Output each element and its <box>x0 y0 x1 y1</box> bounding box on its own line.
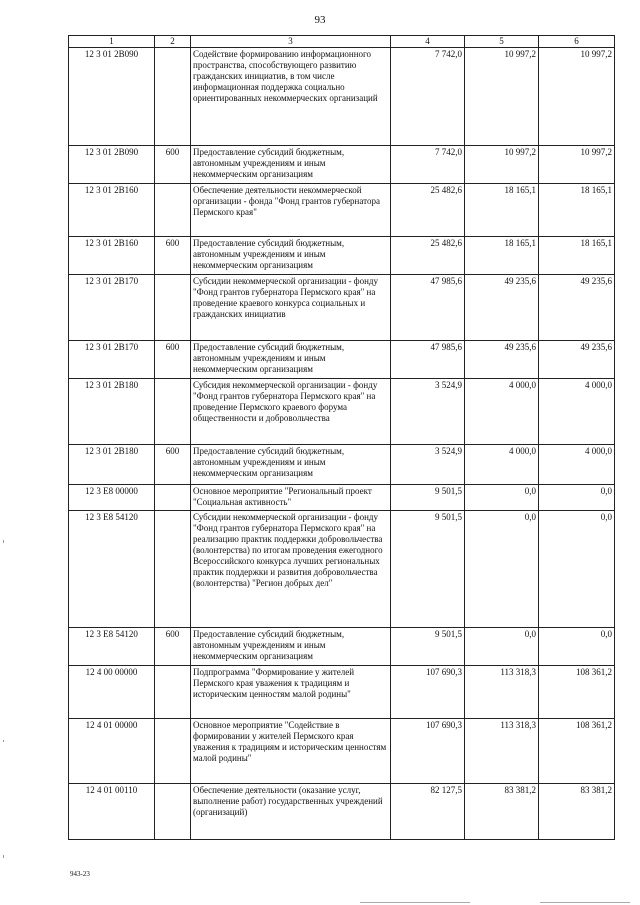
expense-type-cell <box>155 719 191 784</box>
table-row <box>69 784 615 840</box>
amount-year-2-cell: 10 997,2 <box>465 146 539 184</box>
budget-code-cell: 12 3 01 2В170 <box>69 275 155 341</box>
amount-year-3-cell: 49 235,6 <box>539 341 615 379</box>
budget-table <box>68 35 615 840</box>
item-name-cell: Субсидии некоммерческой организации - фонду "Фонд грантов губернатора Пермского края" на проведение краевого конкурса социальных и гражданских инициатив <box>191 275 391 341</box>
amount-year-2-cell: 49 235,6 <box>465 341 539 379</box>
table-row <box>69 485 615 511</box>
item-name-cell: Содействие формированию информационного пространства, способствующего развитию гражданских инициатив, в том числе информационная поддержка социально ориентированных некоммерческих организаций <box>191 48 391 146</box>
scan-edge-mark <box>540 902 630 903</box>
expense-type-cell <box>155 48 191 146</box>
scan-edge-mark <box>360 902 470 903</box>
amount-year-3-cell: 49 235,6 <box>539 275 615 341</box>
budget-code-cell: 12 3 01 2В090 <box>69 146 155 184</box>
item-name-cell: Предоставление субсидий бюджетным, автономным учреждениям и иным некоммерческим организациям <box>191 341 391 379</box>
amount-year-2-cell: 49 235,6 <box>465 275 539 341</box>
amount-year-3-cell: 83 381,2 <box>539 784 615 840</box>
amount-year-1-cell: 47 985,6 <box>391 341 465 379</box>
amount-year-1-cell: 9 501,5 <box>391 511 465 628</box>
expense-type-cell: 600 <box>155 146 191 184</box>
budget-code-cell: 12 4 01 00000 <box>69 719 155 784</box>
item-name-cell: Субсидия некоммерческой организации - фонду "Фонд грантов губернатора Пермского края" на проведение Пермского краевого форума общественности и добровольчества <box>191 379 391 445</box>
amount-year-1-cell: 3 524,9 <box>391 379 465 445</box>
amount-year-1-cell: 7 742,0 <box>391 146 465 184</box>
amount-year-1-cell: 3 524,9 <box>391 445 465 485</box>
budget-code-cell: 12 3 Е8 54120 <box>69 628 155 666</box>
table-row <box>69 666 615 719</box>
budget-code-cell: 12 3 01 2В170 <box>69 341 155 379</box>
table-row <box>69 146 615 184</box>
item-name-cell: Обеспечение деятельности некоммерческой организации - фонда "Фонд грантов губернатора Пермского края" <box>191 184 391 237</box>
amount-year-1-cell: 9 501,5 <box>391 628 465 666</box>
scan-edge-mark <box>3 740 4 742</box>
amount-year-2-cell: 83 381,2 <box>465 784 539 840</box>
amount-year-3-cell: 108 361,2 <box>539 719 615 784</box>
item-name-cell: Предоставление субсидий бюджетным, автономным учреждениям и иным некоммерческим организациям <box>191 628 391 666</box>
column-header: 4 <box>391 36 465 48</box>
amount-year-3-cell: 0,0 <box>539 511 615 628</box>
expense-type-cell: 600 <box>155 628 191 666</box>
amount-year-3-cell: 4 000,0 <box>539 379 615 445</box>
table-row <box>69 379 615 445</box>
item-name-cell: Субсидии некоммерческой организации - фонду "Фонд грантов губернатора Пермского края" на реализацию практик поддержки добровольчества (волонтерства) по итогам проведения ежегодного Всероссийского конкурса лучших региональных практик поддержки и развития добровольчества (волонтерства) "Регион добрых дел" <box>191 511 391 628</box>
amount-year-1-cell: 82 127,5 <box>391 784 465 840</box>
column-header: 1 <box>69 36 155 48</box>
amount-year-2-cell: 4 000,0 <box>465 445 539 485</box>
table-row <box>69 341 615 379</box>
amount-year-1-cell: 107 690,3 <box>391 666 465 719</box>
item-name-cell: Предоставление субсидий бюджетным, автономным учреждениям и иным некоммерческим организациям <box>191 146 391 184</box>
amount-year-2-cell: 0,0 <box>465 485 539 511</box>
amount-year-2-cell: 0,0 <box>465 628 539 666</box>
expense-type-cell: 600 <box>155 445 191 485</box>
table-row <box>69 275 615 341</box>
item-name-cell: Подпрограмма "Формирование у жителей Пермского края уважения к традициям и историческим ценностям малой родины" <box>191 666 391 719</box>
budget-code-cell: 12 4 01 00110 <box>69 784 155 840</box>
expense-type-cell: 600 <box>155 341 191 379</box>
amount-year-2-cell: 0,0 <box>465 511 539 628</box>
item-name-cell: Предоставление субсидий бюджетным, автономным учреждениям и иным некоммерческим организациям <box>191 445 391 485</box>
column-header: 5 <box>465 36 539 48</box>
table-header-row <box>69 36 615 48</box>
item-name-cell: Основное мероприятие "Региональный проект "Социальная активность" <box>191 485 391 511</box>
expense-type-cell: 600 <box>155 237 191 275</box>
amount-year-3-cell: 18 165,1 <box>539 184 615 237</box>
expense-type-cell <box>155 275 191 341</box>
amount-year-1-cell: 25 482,6 <box>391 237 465 275</box>
table-row <box>69 719 615 784</box>
table-row <box>69 237 615 275</box>
expense-type-cell <box>155 666 191 719</box>
amount-year-1-cell: 25 482,6 <box>391 184 465 237</box>
table-row <box>69 511 615 628</box>
amount-year-1-cell: 7 742,0 <box>391 48 465 146</box>
budget-code-cell: 12 3 01 2В160 <box>69 184 155 237</box>
column-header: 6 <box>539 36 615 48</box>
document-code: 943-23 <box>70 870 90 878</box>
table-row <box>69 184 615 237</box>
amount-year-2-cell: 18 165,1 <box>465 237 539 275</box>
table-row <box>69 445 615 485</box>
amount-year-3-cell: 4 000,0 <box>539 445 615 485</box>
amount-year-3-cell: 18 165,1 <box>539 237 615 275</box>
page-number: 93 <box>314 14 326 26</box>
expense-type-cell <box>155 784 191 840</box>
amount-year-1-cell: 107 690,3 <box>391 719 465 784</box>
budget-code-cell: 12 3 Е8 00000 <box>69 485 155 511</box>
amount-year-2-cell: 4 000,0 <box>465 379 539 445</box>
table-row <box>69 628 615 666</box>
budget-code-cell: 12 3 01 2В090 <box>69 48 155 146</box>
amount-year-3-cell: 0,0 <box>539 485 615 511</box>
table-row <box>69 48 615 146</box>
budget-code-cell: 12 3 Е8 54120 <box>69 511 155 628</box>
amount-year-1-cell: 9 501,5 <box>391 485 465 511</box>
amount-year-2-cell: 10 997,2 <box>465 48 539 146</box>
item-name-cell: Предоставление субсидий бюджетным, автономным учреждениям и иным некоммерческим организациям <box>191 237 391 275</box>
amount-year-2-cell: 18 165,1 <box>465 184 539 237</box>
budget-code-cell: 12 4 00 00000 <box>69 666 155 719</box>
amount-year-3-cell: 10 997,2 <box>539 146 615 184</box>
expense-type-cell <box>155 485 191 511</box>
amount-year-3-cell: 0,0 <box>539 628 615 666</box>
scan-edge-mark <box>3 540 4 543</box>
item-name-cell: Обеспечение деятельности (оказание услуг, выполнение работ) государственных учреждений (организаций) <box>191 784 391 840</box>
expense-type-cell <box>155 511 191 628</box>
amount-year-2-cell: 113 318,3 <box>465 666 539 719</box>
item-name-cell: Основное мероприятие "Содействие в формировании у жителей Пермского края уважения к традициям и историческим ценностям малой родины" <box>191 719 391 784</box>
budget-code-cell: 12 3 01 2В180 <box>69 379 155 445</box>
amount-year-1-cell: 47 985,6 <box>391 275 465 341</box>
amount-year-3-cell: 10 997,2 <box>539 48 615 146</box>
budget-code-cell: 12 3 01 2В160 <box>69 237 155 275</box>
column-header: 2 <box>155 36 191 48</box>
column-header: 3 <box>191 36 391 48</box>
budget-code-cell: 12 3 01 2В180 <box>69 445 155 485</box>
table-body <box>69 48 615 840</box>
expense-type-cell <box>155 184 191 237</box>
scan-edge-mark <box>3 855 4 858</box>
expense-type-cell <box>155 379 191 445</box>
amount-year-3-cell: 108 361,2 <box>539 666 615 719</box>
amount-year-2-cell: 113 318,3 <box>465 719 539 784</box>
